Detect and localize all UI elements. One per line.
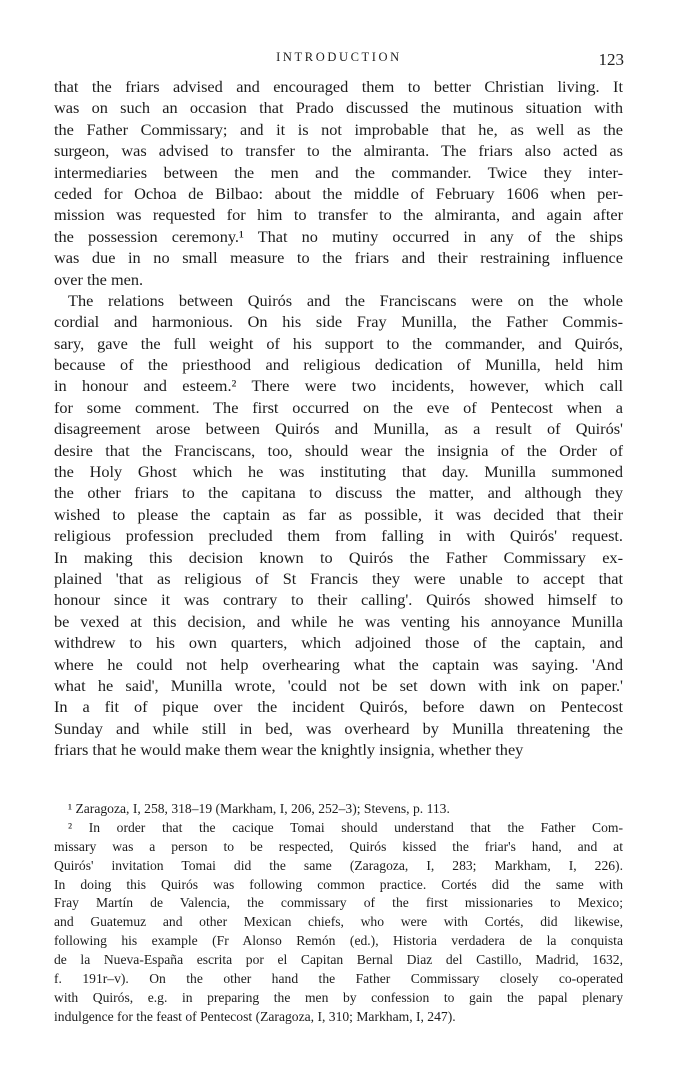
body-line: the Father Commissary; and it is not improbable that he, as well as the: [54, 119, 623, 139]
body-line: over the men.: [54, 269, 144, 289]
body-line: friars that he would make them wear the knightly insignia, whether they: [54, 740, 524, 760]
footnote-line: and Guatemuz and other Mexican chiefs, who were with Cortés, did likewise,: [54, 914, 623, 930]
body-line: be vexed at this decision, and while he was venting his annoyance Munilla: [54, 611, 623, 631]
body-line: in honour and esteem.² There were two incidents, however, which call: [54, 376, 623, 396]
body-line: what he said', Munilla wrote, 'could not be set down with ink on paper.': [54, 675, 623, 695]
body-line: that the friars advised and encouraged them to better Christian living. It: [54, 77, 623, 96]
body-line: In making this decision known to Quirós the Father Commissary ex-: [54, 547, 623, 567]
footnote-line: with Quirós, e.g. in preparing the men by confession to gain the papal plenary: [54, 989, 623, 1005]
body-line: desire that the Franciscans, too, should wear the insignia of the Order of: [54, 440, 623, 460]
footnote-line: following his example (Fr Alonso Remón (ed.), Historia verdadera de la conquista: [54, 933, 623, 949]
body-line: for some comment. The first occurred on the eve of Pentecost when a: [54, 397, 623, 417]
body-line: wished to please the captain as far as possible, it was decided that their: [54, 504, 623, 524]
footnotes: [54, 800, 623, 1027]
body-line: ceded for Ochoa de Bilbao: about the middle of February 1606 when per-: [54, 183, 623, 203]
body-line: mission was requested for him to transfer to the almiranta, and again after: [54, 205, 623, 225]
footnote-line: ² In order that the cacique Tomai should understand that the Father Com-: [68, 819, 623, 835]
footnote-line: missary was a person to be respected, Quirós kissed the friar's hand, and at: [54, 838, 623, 854]
page-header: [54, 44, 624, 72]
body-line: was on such an occasion that Prado discussed the mutinous situation with: [54, 98, 623, 118]
body-line: cordial and harmonious. On his side Fray Munilla, the Father Commis-: [54, 312, 623, 332]
body-line: plained 'that as religious of St Francis they were unable to accept that: [54, 568, 623, 588]
footnote-line: Fray Martín de Valencia, the commissary of the first missionaries to Mexico;: [54, 895, 623, 911]
body-line: the possession ceremony.¹ That no mutiny occurred in any of the ships: [54, 226, 623, 246]
footnote-line: In doing this Quirós was following common practice. Cortés did the same with: [54, 876, 623, 892]
body-line: because of the priesthood and religious dedication of Munilla, held him: [54, 355, 623, 375]
footnote-line: ¹ Zaragoza, I, 258, 318–19 (Markham, I, 206, 252–3); Stevens, p. 113.: [68, 801, 450, 816]
body-line: disagreement arose between Quirós and Munilla, as a result of Quirós': [54, 419, 623, 439]
footnote-line: Quirós' invitation Tomai did the same (Zaragoza, I, 283; Markham, I, 226).: [54, 857, 623, 873]
body-line: the other friars to the capitana to discuss the matter, and although they: [54, 483, 623, 503]
body-line: religious profession precluded them from falling in with Quirós' request.: [54, 526, 623, 546]
footnote-line: indulgence for the feast of Pentecost (Zaragoza, I, 310; Markham, I, 247).: [54, 1008, 456, 1024]
footnote-line: f. 191r–v). On the other hand the Father Commissary closely co-operated: [54, 971, 623, 987]
running-head: INTRODUCTION: [276, 50, 402, 64]
body-line: was due in no small measure to the friars and their restraining influence: [54, 248, 623, 268]
body-line: withdrew to his own quarters, which adjoined those of the captain, and: [54, 633, 623, 653]
body-line: The relations between Quirós and the Franciscans were on the whole: [68, 290, 623, 310]
page-number: 123: [598, 50, 624, 69]
body-line: sary, gave the full weight of his support to the commander, and Quirós,: [54, 333, 623, 353]
body-line: honour since it was contrary to their calling'. Quirós showed himself to: [54, 590, 623, 610]
body-text: [54, 76, 623, 761]
body-line: the Holy Ghost which he was instituting that day. Munilla summoned: [54, 462, 623, 482]
body-line: where he could not help overhearing what the captain was saying. 'And: [54, 654, 623, 674]
body-line: surgeon, was advised to transfer to the almiranta. The friars also acted as: [54, 141, 623, 161]
body-line: Sunday and while still in bed, was overheard by Munilla threatening the: [54, 718, 623, 738]
body-line: intermediaries between the men and the commander. Twice they inter-: [54, 162, 623, 182]
footnote-line: de la Nueva-España escrita por el Capitan Bernal Diaz del Castillo, Madrid, 1632,: [54, 952, 623, 968]
body-line: In a fit of pique over the incident Quirós, before dawn on Pentecost: [54, 697, 623, 717]
